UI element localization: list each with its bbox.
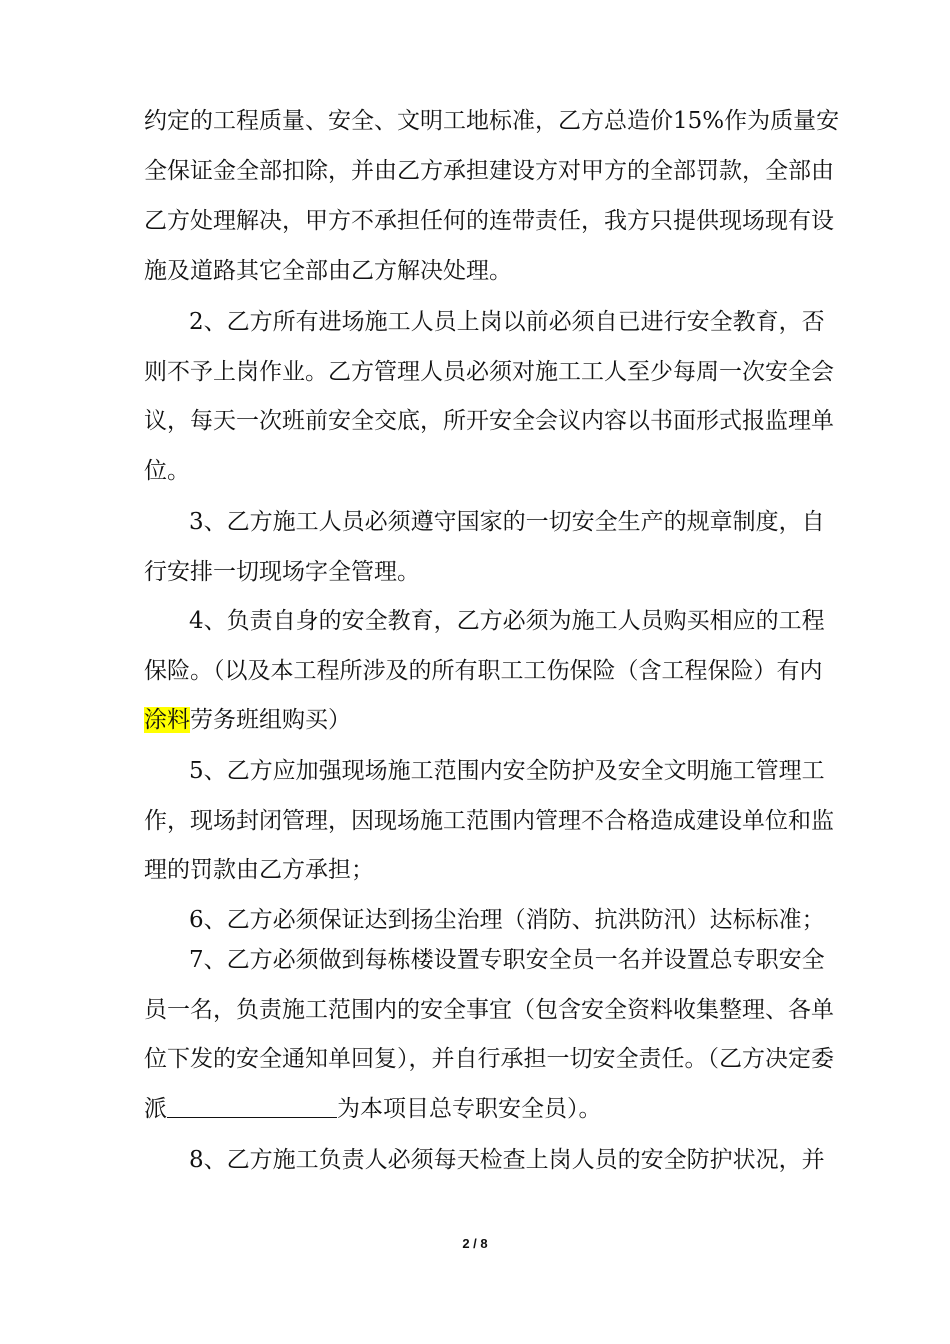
text-line: 7、乙方必须做到每栋楼设置专职安全员一名并设置总专职安全 bbox=[189, 947, 825, 973]
text-line: 4、负责自身的安全教育，乙方必须为施工人员购买相应的工程 bbox=[189, 608, 825, 634]
text-line: 位下发的安全通知单回复），并自行承担一切安全责任。（乙方决定委 bbox=[144, 1046, 834, 1072]
text-line: 保险。（以及本工程所涉及的所有职工工伤保险（含工程保险）有内 bbox=[144, 658, 823, 684]
text-line: 施及道路其它全部由乙方解决处理。 bbox=[144, 258, 512, 284]
text-line: 议，每天一次班前安全交底，所开安全会议内容以书面形式报监理单 bbox=[144, 408, 834, 434]
text-line: 乙方处理解决，甲方不承担任何的连带责任，我方只提供现场现有设 bbox=[144, 208, 834, 234]
text-line: 3、乙方施工人员必须遵守国家的一切安全生产的规章制度，自 bbox=[189, 509, 825, 535]
text-span: 为本项目总专职安全员）。 bbox=[337, 1096, 602, 1122]
text-line: 位。 bbox=[144, 458, 190, 484]
text-span: 劳务班组购买） bbox=[190, 707, 351, 733]
highlighted-text: 涂料 bbox=[144, 707, 190, 733]
text-line-with-highlight bbox=[144, 700, 351, 740]
text-line: 则不予上岗作业。乙方管理人员必须对施工工人至少每周一次安全会 bbox=[144, 359, 834, 385]
text-line: 8、乙方施工负责人必须每天检查上岗人员的安全防护状况，并 bbox=[189, 1147, 825, 1173]
text-line: 员一名，负责施工范围内的安全事宜（包含安全资料收集整理、各单 bbox=[144, 997, 834, 1023]
page-number: 2 / 8 bbox=[462, 1236, 488, 1251]
text-line: 6、乙方必须保证达到扬尘治理（消防、抗洪防汛）达标标准； bbox=[189, 907, 825, 933]
text-line: 2、乙方所有进场施工人员上岗以前必须自已进行安全教育，否 bbox=[189, 309, 825, 335]
text-line: 理的罚款由乙方承担； bbox=[144, 857, 374, 883]
text-line: 行安排一切现场字全管理。 bbox=[144, 559, 420, 585]
text-line: 5、乙方应加强现场施工范围内安全防护及安全文明施工管理工 bbox=[189, 758, 825, 784]
text-line-with-blank bbox=[144, 1089, 602, 1129]
text-line: 作，现场封闭管理，因现场施工范围内管理不合格造成建设单位和监 bbox=[144, 808, 834, 834]
text-span: 派 bbox=[144, 1096, 167, 1122]
text-line: 全保证金全部扣除，并由乙方承担建设方对甲方的全部罚款，全部由 bbox=[144, 158, 834, 184]
fill-in-blank[interactable] bbox=[167, 1093, 337, 1118]
text-line: 约定的工程质量、安全、文明工地标准，乙方总造价15%作为质量安 bbox=[144, 108, 840, 134]
